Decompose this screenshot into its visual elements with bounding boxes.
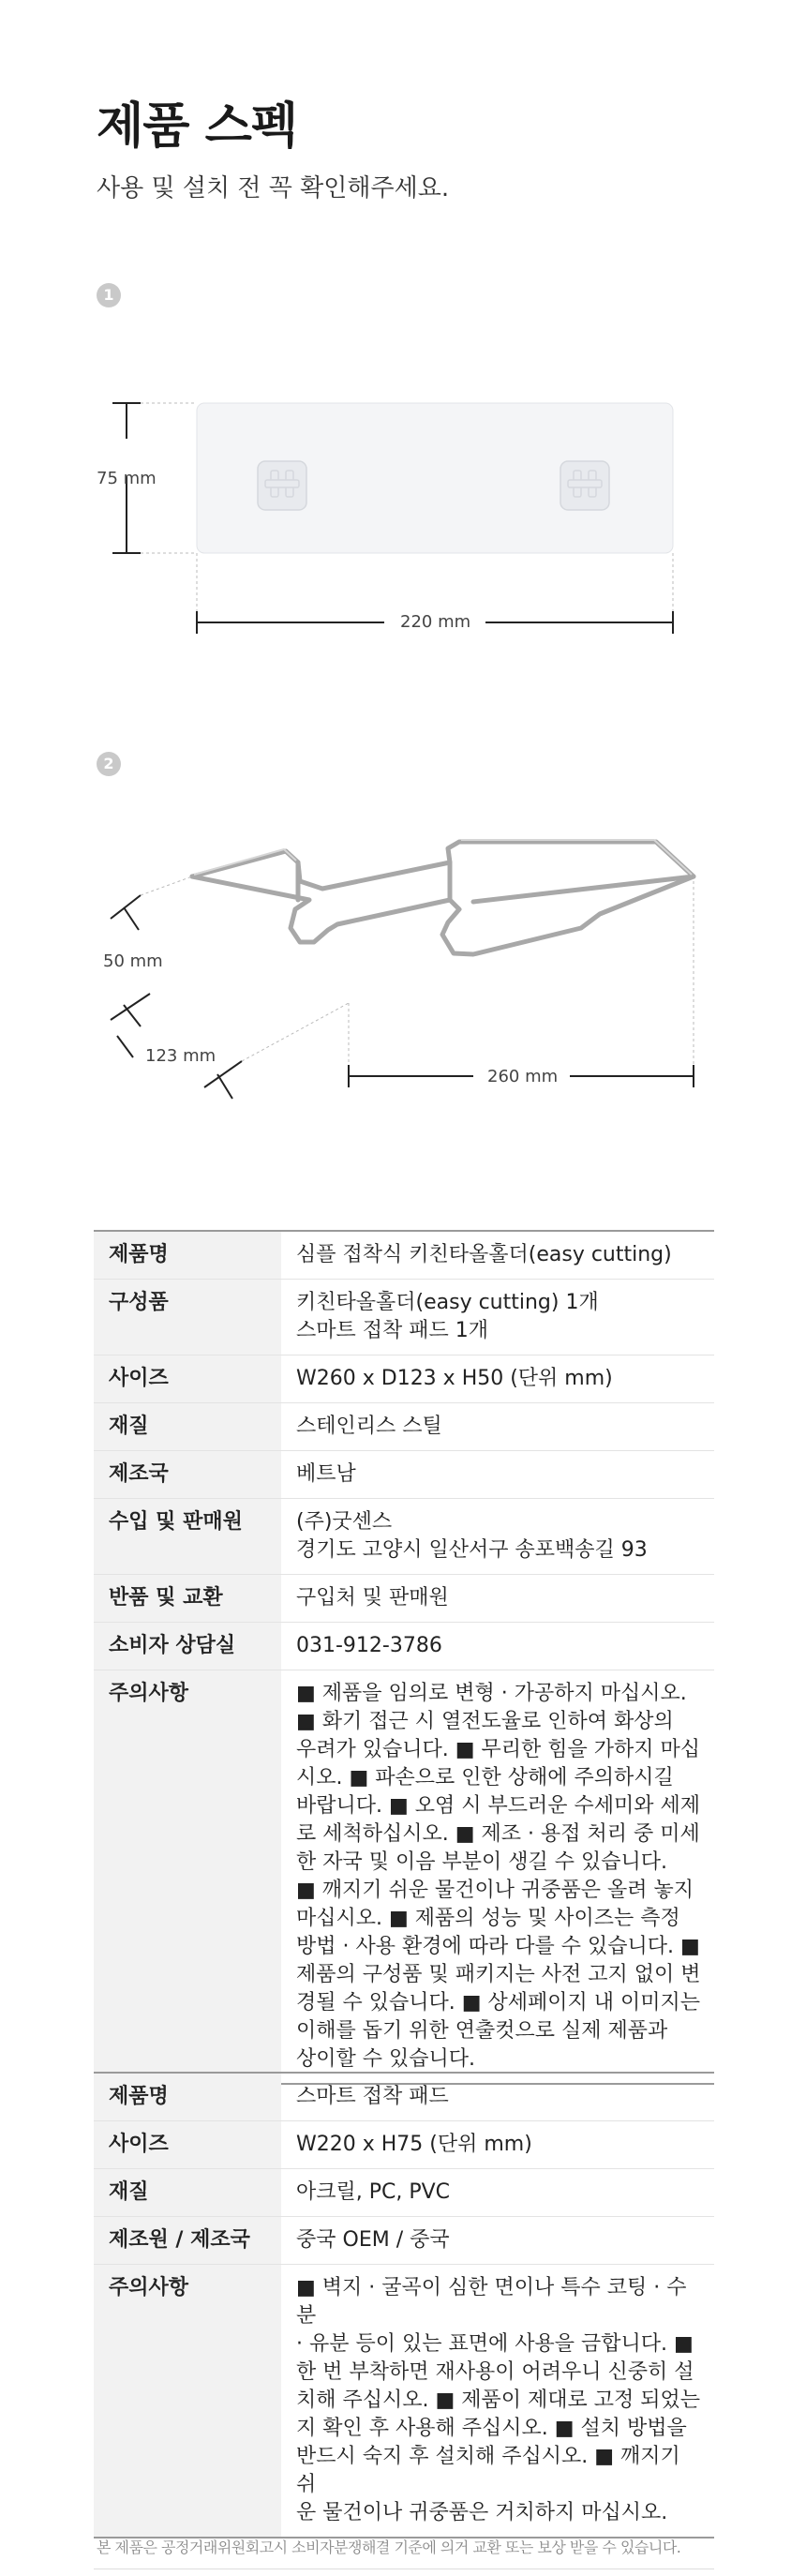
pad-width-label: 220 mm: [400, 612, 471, 632]
footer-notice: 본 제품은 공정거래위원회고시 소비자분쟁해결 기준에 의거 교환 또는 보상 받을 수 있습니다.: [97, 2539, 681, 2556]
spec-value-size: W260 x D123 x H50 (단위 mm): [296, 1367, 613, 1390]
table-row: [94, 1670, 714, 2085]
spec-key-material: 재질: [94, 1403, 281, 1451]
wire-holder-shape: [192, 842, 694, 954]
spec-key-size: 사이즈: [94, 1355, 281, 1403]
spec-value-components-1: 키친타올홀더(easy cutting) 1개: [296, 1291, 599, 1314]
caution-line: 우려가 있습니다. ■ 무리한 힘을 가하지 마십: [296, 1738, 701, 1761]
spec-key-size: 사이즈: [94, 2121, 281, 2169]
spec-key-cautions: 주의사항: [94, 1670, 281, 2085]
table-row: [94, 1451, 714, 1499]
spec-key-support: 소비자 상담실: [94, 1623, 281, 1670]
caution-line: 반드시 숙지 후 설치해 주십시오. ■ 깨지기 쉬: [296, 2445, 680, 2496]
step-one-badge: 1: [97, 283, 121, 307]
caution-line: 제품의 구성품 및 패키지는 사전 고지 없이 변: [296, 1963, 701, 1986]
table-row: [94, 1623, 714, 1670]
table-row: [94, 2121, 714, 2169]
caution-line: 경될 수 있습니다. ■ 상세페이지 내 이미지는: [296, 1991, 701, 2014]
spec-key-product-name: 제품명: [94, 2073, 281, 2121]
table-row: [94, 2169, 714, 2217]
spec-value-importer-address: 경기도 고양시 일산서구 송포백송길 93: [296, 1538, 648, 1562]
caution-line: · 유분 등이 있는 표면에 사용을 금합니다. ■: [296, 2332, 694, 2356]
caution-line: 방법 · 사용 환경에 따라 다를 수 있습니다. ■: [296, 1935, 700, 1958]
caution-line: ■ 제품을 임의로 변형 · 가공하지 마십시오.: [296, 1682, 687, 1705]
caution-line: 상이할 수 있습니다.: [296, 2047, 475, 2071]
caution-line: 치해 주십시오. ■ 제품이 제대로 고정 되었는: [296, 2389, 701, 2412]
holder-width-label: 260 mm: [487, 1067, 559, 1086]
spec-value-manufacturer: 중국 OEM / 중국: [296, 2228, 450, 2252]
table-row: [94, 1575, 714, 1623]
spec-value-product-name: 스마트 접착 패드: [296, 2085, 449, 2108]
spec-value-components-2: 스마트 접착 패드 1개: [296, 1319, 488, 1342]
holder-spec-table: [94, 1230, 714, 2085]
spec-value-cautions: [281, 2265, 714, 2539]
holder-depth-label: 123 mm: [145, 1046, 216, 1066]
step-two-badge: 2: [97, 752, 121, 776]
table-row: [94, 1231, 714, 1280]
spec-value-returns: 구입처 및 판매원: [296, 1586, 449, 1610]
pad-height-label: 75 mm: [97, 469, 157, 488]
table-row: [94, 2217, 714, 2265]
spec-key-origin: 제조국: [94, 1451, 281, 1499]
holder-height-label: 50 mm: [103, 951, 163, 971]
caution-line: 마십시오. ■ 제품의 성능 및 사이즈는 측정: [296, 1907, 680, 1930]
spec-value-cautions: [281, 1670, 714, 2085]
caution-line: 이해를 돕기 위한 연출컷으로 실제 제품과: [296, 2019, 668, 2043]
caution-line: ■ 화기 접근 시 열전도율로 인하여 화상의: [296, 1710, 674, 1733]
spec-key-material: 재질: [94, 2169, 281, 2217]
caution-line: 로 세척하십시오. ■ 제조 · 용접 처리 중 미세: [296, 1822, 700, 1846]
caution-line: 시오. ■ 파손으로 인한 상해에 주의하시길: [296, 1766, 674, 1790]
page-title: 제품 스펙: [97, 98, 298, 155]
spec-value-origin: 베트남: [296, 1462, 356, 1486]
spec-value-material: 아크릴, PC, PVC: [296, 2180, 451, 2204]
spec-key-returns: 반품 및 교환: [94, 1575, 281, 1623]
adhesive-pad-diagram: [0, 375, 806, 769]
pad-hook-left: [258, 461, 306, 510]
caution-line: ■ 벽지 · 굴곡이 심한 면이나 특수 코팅 · 수분: [296, 2276, 687, 2328]
spec-key-components: 구성품: [94, 1280, 281, 1355]
pad-hook-right: [560, 461, 609, 510]
table-row: [94, 1280, 714, 1355]
table-row: [94, 1403, 714, 1451]
caution-line: 한 자국 및 이음 부분이 생길 수 있습니다.: [296, 1850, 667, 1874]
spec-value-product-name: 심플 접착식 키친타올홀더(easy cutting): [296, 1243, 672, 1266]
table-row: [94, 1499, 714, 1575]
table-row: [94, 2265, 714, 2539]
caution-line: ■ 깨지기 쉬운 물건이나 귀중품은 올려 놓지: [296, 1879, 694, 1902]
caution-line: 운 물건이나 귀중품은 거치하지 마십시오.: [296, 2501, 668, 2524]
spec-key-manufacturer: 제조원 / 제조국: [94, 2217, 281, 2265]
spec-value-support: 031-912-3786: [296, 1634, 442, 1657]
kitchen-towel-holder-diagram: [0, 806, 806, 1200]
spec-key-importer: 수입 및 판매원: [94, 1499, 281, 1575]
pad-spec-table: [94, 2072, 714, 2539]
spec-value-size: W220 x H75 (단위 mm): [296, 2133, 532, 2156]
spec-key-product-name: 제품명: [94, 1231, 281, 1280]
caution-line: 바랍니다. ■ 오염 시 부드러운 수세미와 세제: [296, 1794, 701, 1818]
spec-key-cautions: 주의사항: [94, 2265, 281, 2539]
table-row: [94, 1355, 714, 1403]
caution-line: 한 번 부착하면 재사용이 어려우니 신중히 설: [296, 2360, 694, 2384]
caution-line: 지 확인 후 사용해 주십시오. ■ 설치 방법을: [296, 2417, 687, 2440]
spec-value-importer-name: (주)굿센스: [296, 1510, 393, 1534]
table-row: [94, 2073, 714, 2121]
page-subtitle: 사용 및 설치 전 꼭 확인해주세요.: [97, 174, 450, 202]
spec-value-material: 스테인리스 스틸: [296, 1415, 442, 1438]
